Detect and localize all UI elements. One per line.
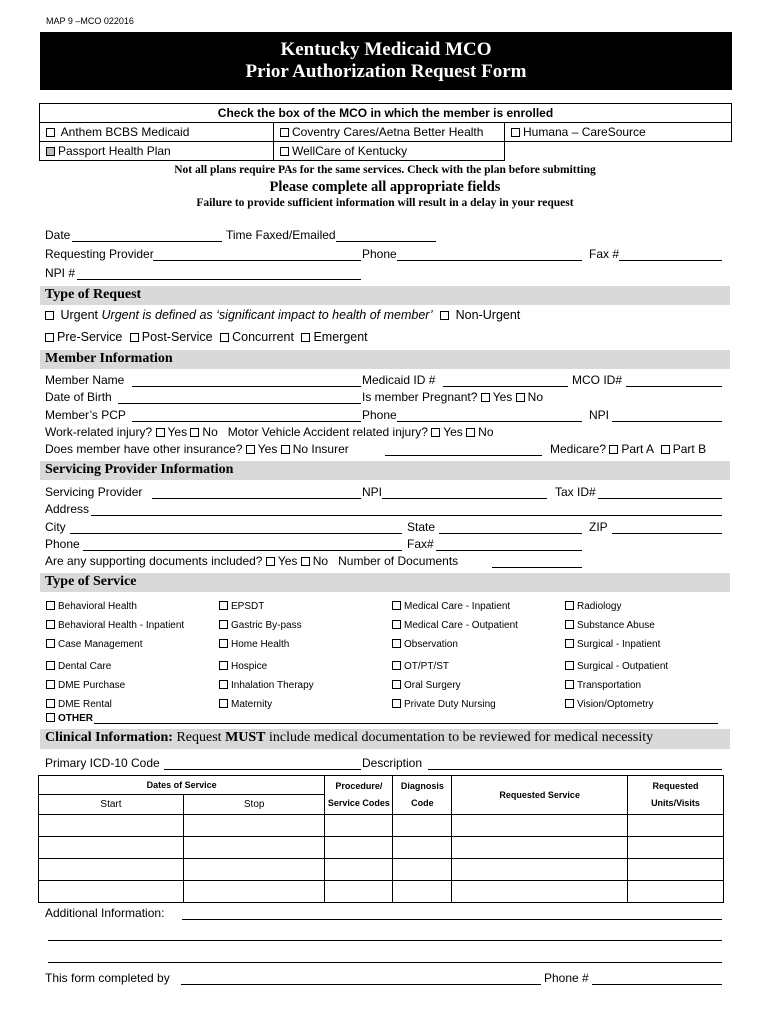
header-subtitle: Prior Authorization Request Form (245, 61, 527, 82)
servicing-provider-field[interactable] (152, 498, 361, 499)
checkbox-icon[interactable] (219, 601, 228, 610)
checkbox-icon[interactable] (301, 333, 310, 342)
member-name-field[interactable] (132, 386, 361, 387)
servicing-provider-label: Servicing Provider (45, 485, 143, 499)
checkbox-icon[interactable] (219, 680, 228, 689)
urgency-row: Urgent Urgent is defined as ‘significant impact to health of member’ Non-Urgent (45, 308, 520, 322)
service-item[interactable]: DME Purchase (46, 676, 184, 695)
notice-line1: Not all plans require PAs for the same services. Check with the plan before submitting (174, 164, 596, 176)
mco-option-coventry[interactable]: Coventry Cares/Aetna Better Health (274, 123, 505, 142)
checkbox-icon[interactable] (392, 661, 401, 670)
checkbox-icon[interactable] (609, 445, 618, 454)
zip-field[interactable] (612, 533, 722, 534)
servicing-provider-title: Servicing Provider Information (45, 462, 234, 477)
service-item[interactable]: Case Management (46, 635, 184, 654)
requesting-provider-label: Requesting Provider (45, 247, 154, 261)
medicaid-id-label: Medicaid ID # (362, 373, 436, 387)
sp-phone-label: Phone (45, 537, 80, 551)
type-of-service-bar (40, 573, 730, 592)
service-item[interactable]: OT/PT/ST (392, 657, 518, 676)
pregnant-row: Is member Pregnant? Yes No (362, 390, 543, 404)
checkbox-icon[interactable] (301, 557, 310, 566)
checkbox-icon[interactable] (511, 128, 520, 137)
table-row (39, 815, 724, 837)
other-service-field[interactable] (94, 723, 718, 724)
stop-header: Stop (183, 795, 324, 815)
service-item[interactable]: Behavioral Health (46, 597, 184, 616)
service-item[interactable]: Oral Surgery (392, 676, 518, 695)
notice-line3: Failure to provide sufficient information will result in a delay in your request (196, 197, 574, 209)
state-label: State (407, 520, 436, 534)
checkbox-icon[interactable] (219, 639, 228, 648)
checkbox-icon[interactable] (220, 333, 229, 342)
checkbox-icon[interactable] (219, 699, 228, 708)
footer-phone-label: Phone # (544, 971, 589, 985)
checkbox-icon[interactable] (130, 333, 139, 342)
service-other[interactable]: OTHER (46, 713, 93, 724)
tax-id-label: Tax ID# (555, 485, 596, 499)
pcp-npi-field[interactable] (612, 421, 722, 422)
service-item[interactable]: Gastric By-pass (219, 616, 314, 635)
city-label: City (45, 520, 66, 534)
checkbox-icon[interactable] (46, 128, 55, 137)
checkbox-icon[interactable] (392, 680, 401, 689)
additional-info-field-2[interactable] (48, 940, 722, 941)
checkbox-icon[interactable] (392, 620, 401, 629)
phone-field[interactable] (397, 260, 582, 261)
checkbox-icon[interactable] (565, 661, 574, 670)
service-col-4 (565, 597, 668, 714)
checkbox-icon[interactable] (219, 661, 228, 670)
service-item[interactable]: Dental Care (46, 657, 184, 676)
supporting-docs-row: Are any supporting documents included? Yes No Number of Documents (45, 554, 459, 568)
service-item[interactable]: Behavioral Health - Inpatient (46, 616, 184, 635)
service-item[interactable]: Surgical - Outpatient (565, 657, 668, 676)
service-item[interactable]: Maternity (219, 695, 314, 714)
description-field[interactable] (428, 769, 722, 770)
checkbox-icon[interactable] (266, 557, 275, 566)
start-header: Start (39, 795, 184, 815)
service-item[interactable]: Observation (392, 635, 518, 654)
notice-line2: Please complete all appropriate fields (269, 179, 501, 195)
medicaid-id-field[interactable] (443, 386, 568, 387)
requested-service-header: Requested Service (452, 776, 628, 815)
additional-info-field-3[interactable] (48, 962, 722, 963)
pcp-phone-field[interactable] (397, 421, 582, 422)
service-item[interactable]: Private Duty Nursing (392, 695, 518, 714)
checkbox-icon[interactable] (565, 680, 574, 689)
mco-id-label: MCO ID# (572, 373, 623, 387)
type-of-request-bar (40, 286, 730, 305)
form-code: MAP 9 –MCO 022016 (46, 16, 134, 26)
mco-instruction: Check the box of the MCO in which the member is enrolled (40, 104, 732, 123)
service-item[interactable]: Medical Care - Inpatient (392, 597, 518, 616)
type-of-service-title: Type of Service (45, 574, 137, 589)
request-type-row: Pre-Service Post-Service Concurrent Emergent (45, 330, 368, 344)
mco-option-humana[interactable]: Humana – CareSource (505, 123, 732, 142)
checkbox-icon[interactable] (46, 699, 55, 708)
service-item[interactable]: Radiology (565, 597, 668, 616)
header-title: Kentucky Medicaid MCO (280, 39, 492, 60)
service-item[interactable]: DME Rental (46, 695, 184, 714)
checkbox-icon[interactable] (516, 393, 525, 402)
date-label: Date (45, 228, 71, 242)
completed-by-label: This form completed by (45, 971, 170, 985)
service-table (38, 775, 724, 903)
checkbox-icon[interactable] (280, 128, 289, 137)
checkbox-icon[interactable] (481, 393, 490, 402)
address-label: Address (45, 502, 90, 516)
checkbox-icon[interactable] (46, 601, 55, 610)
npi-label: NPI # (45, 266, 76, 280)
requesting-provider-field[interactable] (153, 260, 361, 261)
checkbox-icon[interactable] (392, 699, 401, 708)
service-item[interactable]: Hospice (219, 657, 314, 676)
pcp-phone-label: Phone (362, 408, 397, 422)
time-faxed-label: Time Faxed/Emailed (226, 228, 336, 242)
service-item[interactable]: Transportation (565, 676, 668, 695)
service-col-3 (392, 597, 518, 714)
checkbox-icon[interactable] (46, 147, 55, 156)
fax-label: Fax # (589, 247, 620, 261)
mco-id-field[interactable] (626, 386, 722, 387)
checkbox-icon[interactable] (280, 147, 289, 156)
phone-label: Phone (362, 247, 397, 261)
checkbox-icon[interactable] (190, 428, 199, 437)
service-col-2 (219, 597, 314, 714)
sp-npi-label: NPI (362, 485, 383, 499)
pcp-field[interactable] (132, 421, 361, 422)
checkbox-icon[interactable] (246, 445, 255, 454)
pcp-npi-label: NPI (589, 408, 610, 422)
form-header (40, 32, 732, 90)
checkbox-icon[interactable] (466, 428, 475, 437)
dates-of-service-header: Dates of Service (39, 776, 325, 795)
additional-info-field-1[interactable] (182, 919, 722, 920)
checkbox-icon[interactable] (46, 639, 55, 648)
checkbox-icon[interactable] (661, 445, 670, 454)
service-item[interactable]: Home Health (219, 635, 314, 654)
service-item[interactable]: EPSDT (219, 597, 314, 616)
clinical-header: Clinical Information: Request MUST include medical documentation to be reviewed for medical necessity (45, 730, 654, 745)
state-field[interactable] (439, 533, 582, 534)
sp-npi-field[interactable] (382, 498, 547, 499)
service-col-1 (46, 597, 184, 714)
insurer-field[interactable] (385, 455, 542, 456)
footer-phone-field[interactable] (592, 984, 722, 985)
table-row (39, 837, 724, 859)
diagnosis-header: Diagnosis Code (393, 776, 452, 815)
address-field[interactable] (91, 515, 722, 516)
dob-field[interactable] (118, 403, 361, 404)
service-item[interactable]: Medical Care - Outpatient (392, 616, 518, 635)
sp-phone-field[interactable] (83, 550, 402, 551)
checkbox-icon[interactable] (440, 311, 449, 320)
npi-field[interactable] (77, 279, 361, 280)
description-label: Description (362, 756, 423, 770)
sp-fax-field[interactable] (436, 550, 582, 551)
checkbox-icon[interactable] (46, 661, 55, 670)
city-field[interactable] (70, 533, 402, 534)
checkbox-icon[interactable] (281, 445, 290, 454)
dob-label: Date of Birth (45, 390, 112, 404)
checkbox-icon[interactable] (392, 601, 401, 610)
member-name-label: Member Name (45, 373, 125, 387)
service-item[interactable]: Substance Abuse (565, 616, 668, 635)
medicare-row: Medicare? Part A Part B (550, 442, 707, 456)
checkbox-icon[interactable] (431, 428, 440, 437)
additional-info-label: Additional Information: (45, 906, 165, 920)
checkbox-icon[interactable] (156, 428, 165, 437)
other-insurance-row: Does member have other insurance? Yes No Insurer (45, 442, 349, 456)
time-faxed-field[interactable] (336, 241, 436, 242)
icd-label: Primary ICD-10 Code (45, 756, 160, 770)
completed-by-field[interactable] (181, 984, 541, 985)
sp-fax-label: Fax# (407, 537, 434, 551)
mco-option-wellcare[interactable]: WellCare of Kentucky (274, 142, 505, 161)
checkbox-icon[interactable] (46, 680, 55, 689)
checkbox-icon[interactable] (392, 639, 401, 648)
mco-option-anthem[interactable]: Anthem BCBS Medicaid (40, 123, 274, 142)
service-item[interactable]: Inhalation Therapy (219, 676, 314, 695)
service-item[interactable]: Vision/Optometry (565, 695, 668, 714)
units-header: Requested Units/Visits (628, 776, 724, 815)
tax-id-field[interactable] (598, 498, 722, 499)
checkbox-icon[interactable] (565, 639, 574, 648)
member-info-title: Member Information (45, 351, 173, 366)
service-item[interactable]: Surgical - Inpatient (565, 635, 668, 654)
procedure-header: Procedure/ Service Codes (325, 776, 393, 815)
date-field[interactable] (72, 241, 222, 242)
fax-field[interactable] (619, 260, 722, 261)
checkbox-icon[interactable] (46, 713, 55, 722)
zip-label: ZIP (589, 520, 608, 534)
type-of-request-title: Type of Request (45, 287, 142, 302)
mco-table (39, 103, 732, 161)
checkbox-icon[interactable] (45, 333, 54, 342)
checkbox-icon[interactable] (45, 311, 54, 320)
checkbox-icon[interactable] (565, 620, 574, 629)
table-row (39, 881, 724, 903)
injury-row: Work-related injury? Yes No Motor Vehicle Accident related injury? Yes No (45, 425, 494, 439)
checkbox-icon[interactable] (219, 620, 228, 629)
num-docs-field[interactable] (492, 567, 582, 568)
icd-field[interactable] (164, 769, 361, 770)
mco-option-passport[interactable]: Passport Health Plan (40, 142, 274, 161)
checkbox-icon[interactable] (565, 699, 574, 708)
pcp-label: Member’s PCP (45, 408, 126, 422)
checkbox-icon[interactable] (565, 601, 574, 610)
table-row (39, 859, 724, 881)
checkbox-icon[interactable] (46, 620, 55, 629)
